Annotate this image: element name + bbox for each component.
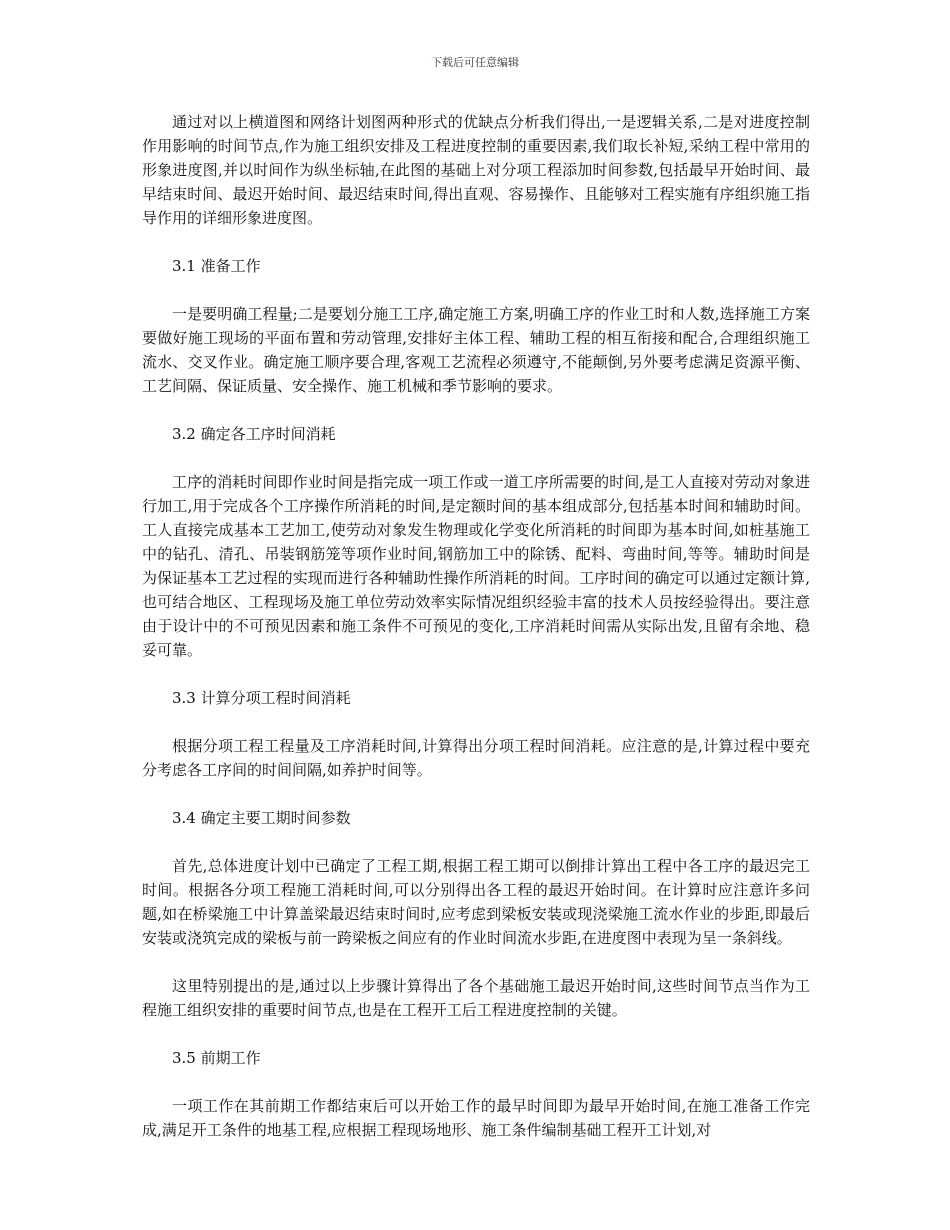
section-heading-3-3: 3.3 计算分项工程时间消耗 <box>172 689 351 707</box>
paragraph-early-work: 一项工作在其前期工作都结束后可以开始工作的最早时间即为最早开始时间,在施工准备工作完成,满足开工条件的地基工程,应根据工程现场地形、施工条件编制基础工程开工计划,对 <box>142 1097 810 1139</box>
section-heading-3-4: 3.4 确定主要工期时间参数 <box>172 809 351 827</box>
document-body <box>142 110 810 1166</box>
paragraph-subitem-time: 根据分项工程工程量及工序消耗时间,计算得出分项工程时间消耗。应注意的是,计算过程中要充分考虑各工序间的时间间隔,如养护时间等。 <box>142 737 810 779</box>
page-header: 下载后可任意编辑 <box>431 56 519 69</box>
paragraph-schedule-params: 首先,总体进度计划中已确定了工程工期,根据工程工期可以倒排计算出工程中各工序的最迟完工时间。根据各分项工程施工消耗时间,可以分别得出各工程的最迟开始时间。在计算时应注意许多问题,如在桥梁施工中计算盖梁最迟结束时间时,应考虑到梁板安装或现浇梁施工流水作业的步距,即最后安装或浇筑完成的梁板与前一跨梁板之间应有的作业时间流水步距,在进度图中表现为呈一条斜线。 <box>142 857 810 947</box>
section-heading-3-5: 3.5 前期工作 <box>172 1049 261 1067</box>
paragraph-process-time: 工序的消耗时间即作业时间是指完成一项工作或一道工序所需要的时间,是工人直接对劳动对象进行加工,用于完成各个工序操作所消耗的时间,是定额时间的基本组成部分,包括基本时间和辅助时间。工人直接完成基本工艺加工,使劳动对象发生物理或化学变化所消耗的时间即为基本时间,如桩基施工中的钻孔、清孔、吊装钢筋笼等项作业时间,钢筋加工中的除锈、配料、弯曲时间,等等。辅助时间是为保证基本工艺过程的实现而进行各种辅助性操作所消耗的时间。工序时间的确定可以通过定额计算,也可结合地区、工程现场及施工单位劳动效率实际情况组织经验丰富的技术人员按经验得出。要注意由于设计中的不可预见因素和施工条件不可预见的变化,工序消耗时间需从实际出发,且留有余地、稳妥可靠。 <box>142 473 810 659</box>
paragraph-key-nodes: 这里特别提出的是,通过以上步骤计算得出了各个基础施工最迟开始时间,这些时间节点当作为工程施工组织安排的重要时间节点,也是在工程开工后工程进度控制的关键。 <box>142 977 810 1019</box>
section-heading-3-2: 3.2 确定各工序时间消耗 <box>172 425 336 443</box>
paragraph-preparation: 一是要明确工程量;二是要划分施工工序,确定施工方案,明确工序的作业工时和人数,选择施工方案要做好施工现场的平面布置和劳动管理,安排好主体工程、辅助工程的相互衔接和配合,合理组织施工流水、交叉作业。确定施工顺序要合理,客观工艺流程必须遵守,不能颠倒,另外要考虑满足资源平衡、工艺间隔、保证质量、安全操作、施工机械和季节影响的要求。 <box>142 305 810 395</box>
paragraph-intro: 通过对以上横道图和网络计划图两种形式的优缺点分析我们得出,一是逻辑关系,二是对进度控制作用影响的时间节点,作为施工组织安排及工程进度控制的重要因素,我们取长补短,采纳工程中常用的形象进度图,并以时间作为纵坐标轴,在此图的基础上对分项工程添加时间参数,包括最早开始时间、最早结束时间、最迟开始时间、最迟结束时间,得出直观、容易操作、且能够对工程实施有序组织施工指导作用的详细形象进度图。 <box>142 113 810 227</box>
section-heading-3-1: 3.1 准备工作 <box>172 257 261 275</box>
